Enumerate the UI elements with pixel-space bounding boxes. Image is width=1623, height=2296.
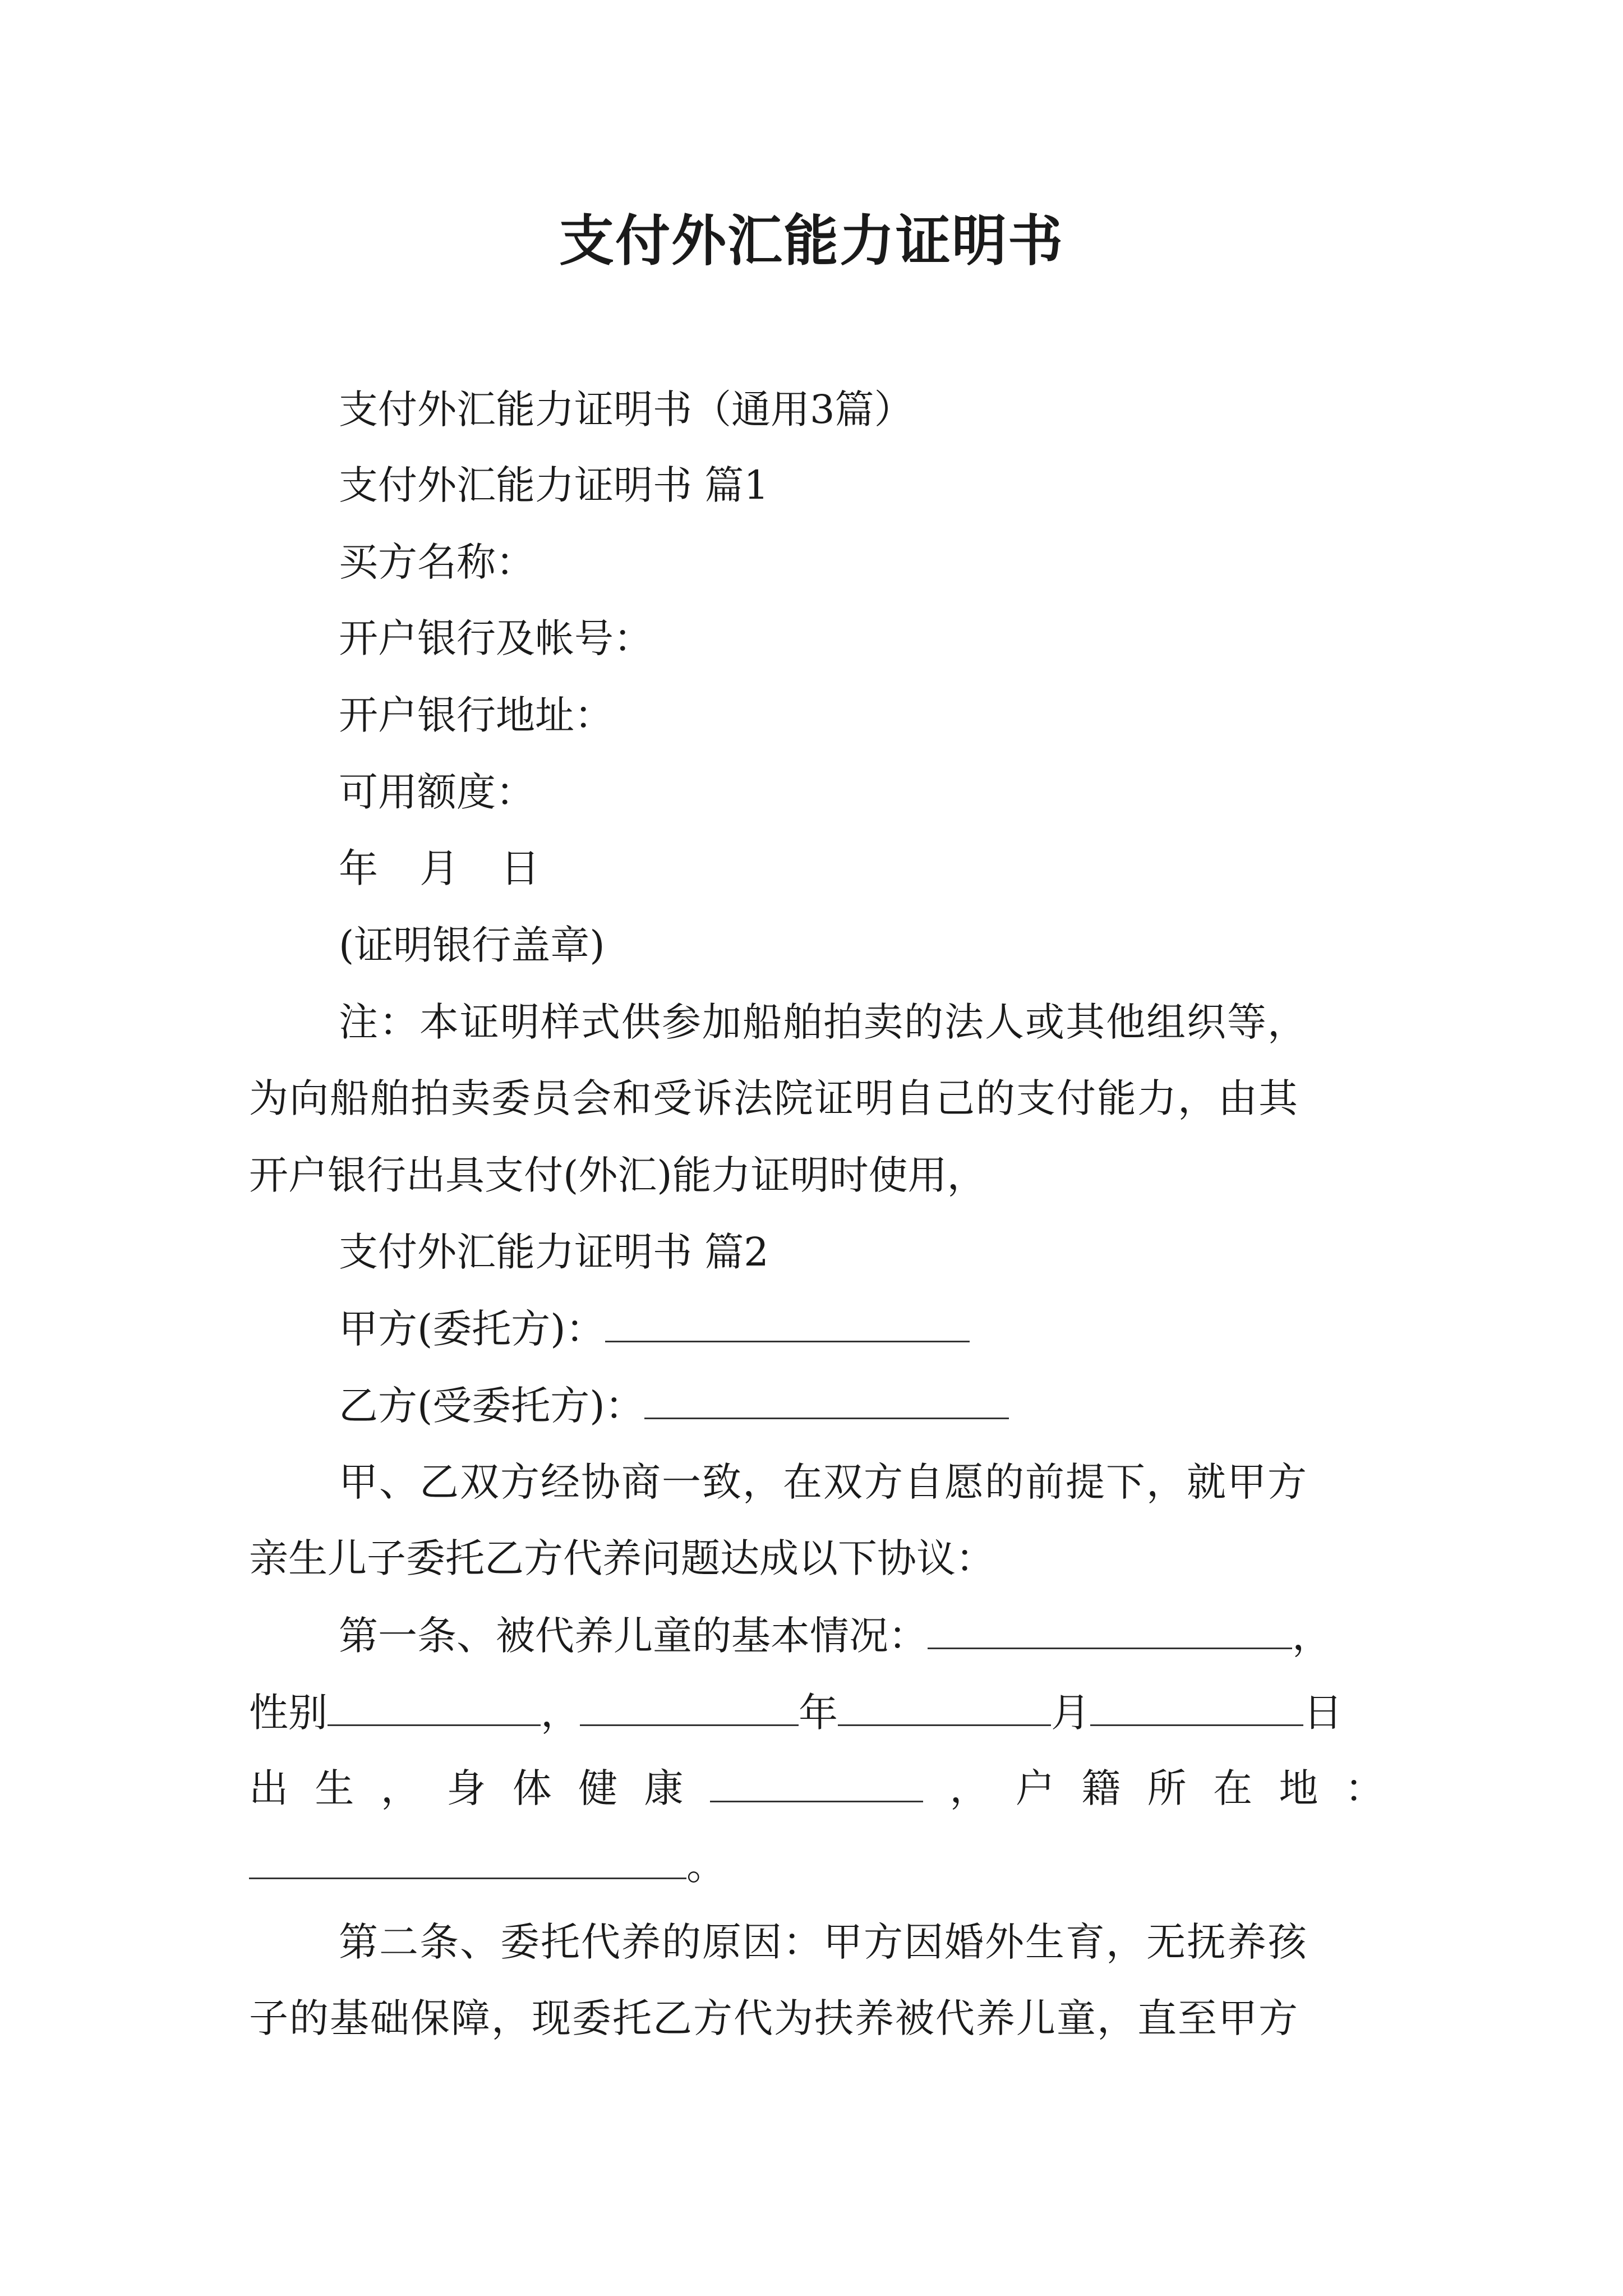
- article1-line-1: [339, 1607, 1331, 1664]
- party-a-blank: [605, 1300, 970, 1342]
- residence-char: 户: [1015, 1765, 1055, 1811]
- part2-heading: 支付外汇能力证明书 篇2: [339, 1229, 769, 1275]
- day-label: 日: [1303, 1690, 1343, 1736]
- article1-line-4: [249, 1837, 726, 1894]
- birth-month-blank: [838, 1684, 1051, 1726]
- residence-char: 在: [1213, 1765, 1253, 1811]
- party-b-label: 乙方(受委托方)：: [339, 1383, 644, 1429]
- article2-line-1: 第二条、委托代养的原因：甲方因婚外生育，无抚养孩: [339, 1919, 1308, 1965]
- party-b-line: [339, 1377, 1009, 1434]
- born-char: ，: [380, 1765, 420, 1811]
- born-char: 身: [446, 1765, 486, 1811]
- party-a-label: 甲方(委托方)：: [339, 1306, 605, 1352]
- health-blank: [710, 1760, 923, 1802]
- born-char: 出: [249, 1765, 288, 1811]
- article2-line-2: 子的基础保障，现委托乙方代为扶养被代养儿童，直至甲方: [249, 1995, 1299, 2041]
- born-char: 体: [512, 1765, 552, 1811]
- bank-address-label: 开户银行地址：: [339, 692, 614, 738]
- child-name-blank: [928, 1607, 1292, 1649]
- birth-year-blank: [580, 1684, 799, 1726]
- article1-prefix: 第一条、被代养儿童的基本情况：: [339, 1613, 928, 1659]
- residence-char: 所: [1147, 1765, 1187, 1811]
- available-amount-label: 可用额度：: [339, 769, 535, 815]
- born-char: 康: [644, 1765, 684, 1811]
- born-char: 健: [578, 1765, 618, 1811]
- residence-char: ，: [949, 1765, 989, 1811]
- date-line: 年 月 日: [339, 845, 555, 891]
- article1-line-3: [249, 1760, 1384, 1816]
- seal-line: (证明银行盖章): [339, 922, 605, 968]
- birth-day-blank: [1090, 1684, 1303, 1726]
- party-b-blank: [644, 1377, 1009, 1419]
- note-line-1: 注：本证明样式供参加船舶拍卖的法人或其他组织等，: [339, 999, 1308, 1045]
- residence-blank: [249, 1837, 686, 1879]
- part1-heading: 支付外汇能力证明书 篇1: [339, 462, 769, 508]
- party-a-line: [339, 1300, 970, 1357]
- article1-line-2: [249, 1684, 1343, 1741]
- note-line-2: 为向船舶拍卖委员会和受诉法院证明自己的支付能力，由其: [249, 1075, 1299, 1121]
- gender-label: 性别: [249, 1690, 328, 1736]
- year-label: 年: [799, 1690, 838, 1736]
- residence-char: 地: [1279, 1765, 1318, 1811]
- residence-char: ：: [1344, 1765, 1384, 1811]
- intro-line-1: 甲、乙双方经协商一致，在双方自愿的前提下，就甲方: [339, 1459, 1308, 1505]
- document-subtitle: 支付外汇能力证明书（通用3篇）: [339, 386, 914, 432]
- gender-blank: [328, 1684, 541, 1726]
- residence-char: 籍: [1081, 1765, 1121, 1811]
- buyer-name-label: 买方名称：: [339, 539, 535, 585]
- month-label: 月: [1051, 1690, 1090, 1736]
- intro-line-2: 亲生儿子委托乙方代养问题达成以下协议：: [249, 1535, 995, 1581]
- document-title: 支付外汇能力证明书: [559, 209, 1064, 273]
- born-char: 生: [315, 1765, 354, 1811]
- gender-comma: ，: [541, 1690, 580, 1736]
- article1-comma: ，: [1292, 1613, 1331, 1659]
- note-line-3: 开户银行出具支付(外汇)能力证明时使用，: [249, 1152, 986, 1198]
- bank-account-label: 开户银行及帐号：: [339, 615, 653, 661]
- article1-end: 。: [686, 1843, 726, 1889]
